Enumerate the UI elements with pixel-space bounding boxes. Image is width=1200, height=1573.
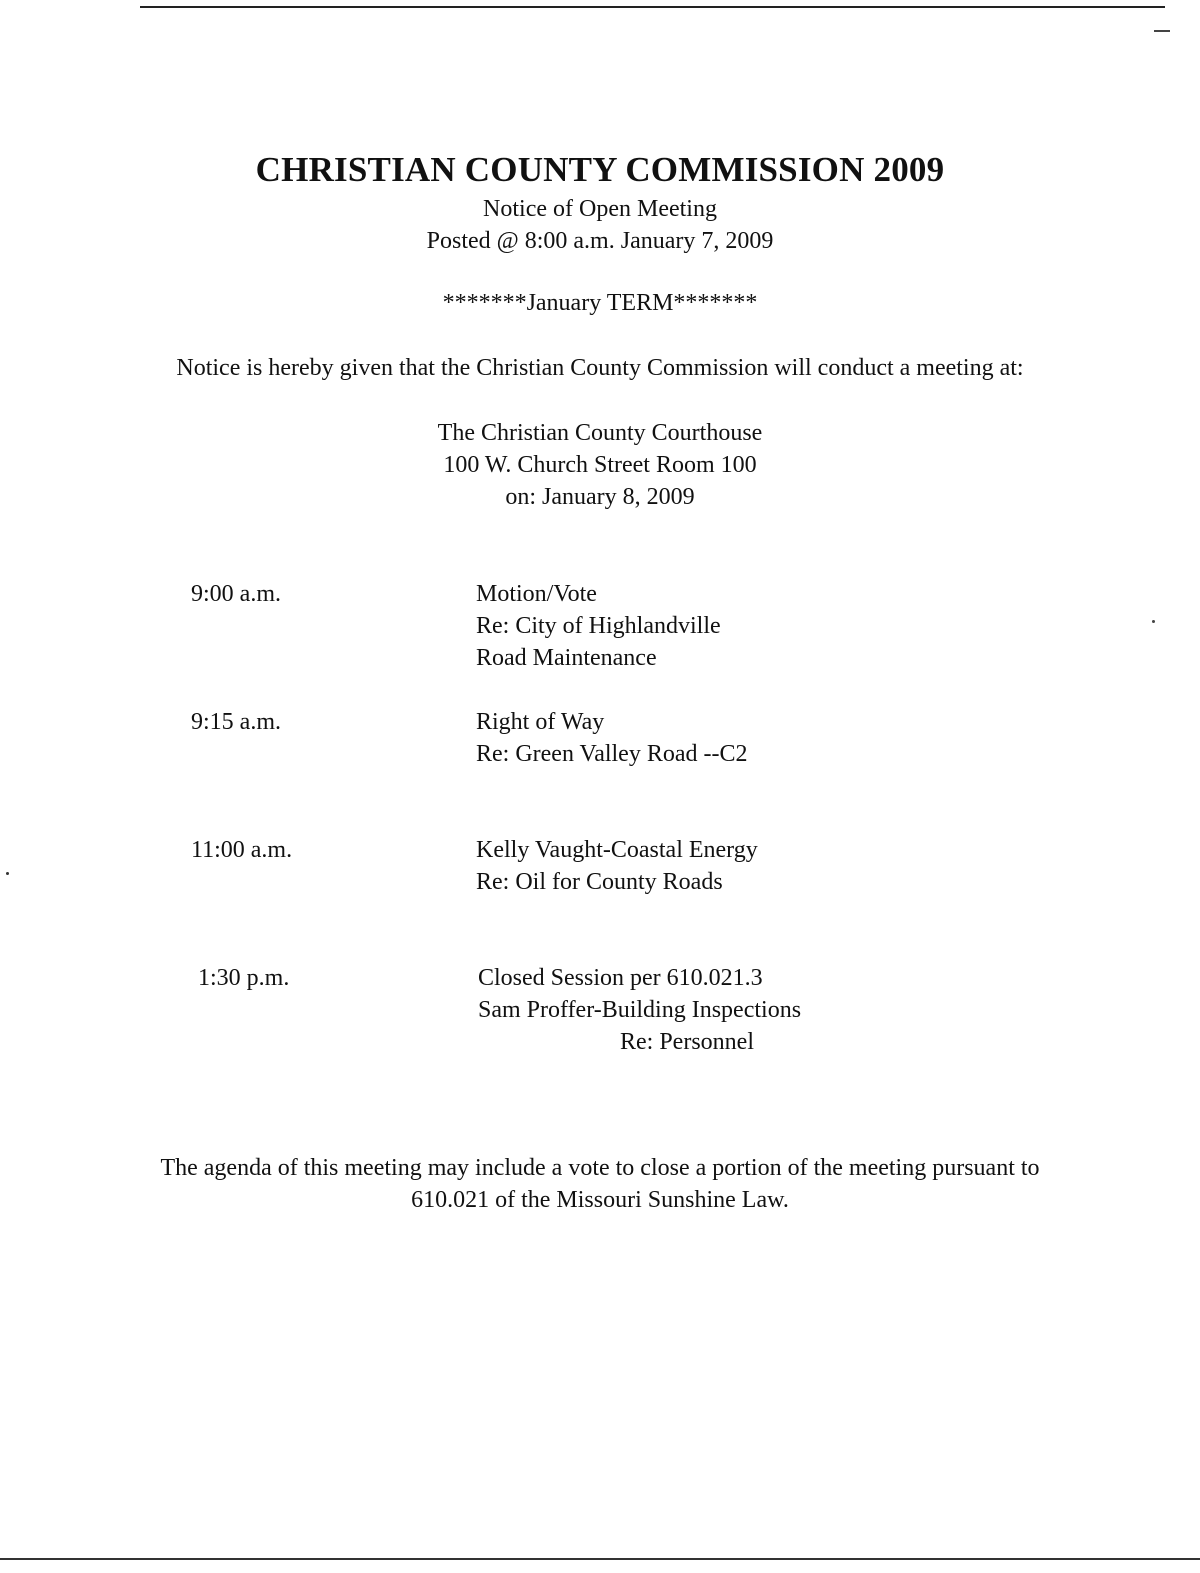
scan-edge-top: [140, 6, 1165, 8]
agenda-time: 9:00 a.m.: [191, 581, 281, 607]
agenda-time: 11:00 a.m.: [191, 837, 293, 863]
agenda-time: 9:15 a.m.: [191, 709, 281, 735]
scan-mark: [1154, 30, 1170, 32]
posted-timestamp: Posted @ 8:00 a.m. January 7, 2009: [426, 228, 774, 254]
agenda-description: [476, 834, 758, 898]
meeting-notice: Notice is hereby given that the Christian County Commission will conduct a meeting at:: [176, 355, 1024, 381]
agenda-description: [476, 706, 748, 770]
agenda-line: Re: Personnel: [620, 1029, 754, 1055]
footer-line: The agenda of this meeting may include a vote to close a portion of the meeting pursuant to: [160, 1155, 1040, 1181]
meeting-date: on: January 8, 2009: [505, 484, 695, 510]
scan-speck: [1152, 620, 1155, 623]
location-address: 100 W. Church Street Room 100: [443, 452, 757, 478]
agenda-description: [476, 578, 721, 674]
location-place: The Christian County Courthouse: [437, 420, 763, 446]
scan-speck: [6, 872, 9, 875]
agenda-line: Right of Way: [476, 709, 605, 735]
document-subtitle: Notice of Open Meeting: [483, 196, 717, 222]
agenda-line: Sam Proffer-Building Inspections: [478, 997, 802, 1023]
term-banner: *******January TERM*******: [442, 290, 758, 316]
agenda-line: Road Maintenance: [476, 645, 657, 671]
footer-line: 610.021 of the Missouri Sunshine Law.: [411, 1187, 789, 1213]
agenda-line: Re: Green Valley Road --C2: [476, 741, 748, 767]
agenda-description: [478, 962, 801, 1058]
agenda-line: Re: City of Highlandville: [476, 613, 721, 639]
agenda-line: Motion/Vote: [476, 581, 597, 607]
sunshine-law-notice: [0, 1152, 1200, 1216]
agenda-line: Closed Session per 610.021.3: [478, 965, 763, 991]
agenda-line: Re: Oil for County Roads: [476, 869, 723, 895]
agenda-line: Kelly Vaught-Coastal Energy: [476, 837, 758, 863]
agenda-time: 1:30 p.m.: [198, 965, 290, 991]
scan-edge-bottom: [0, 1558, 1200, 1560]
document-title: CHRISTIAN COUNTY COMMISSION 2009: [255, 150, 945, 189]
